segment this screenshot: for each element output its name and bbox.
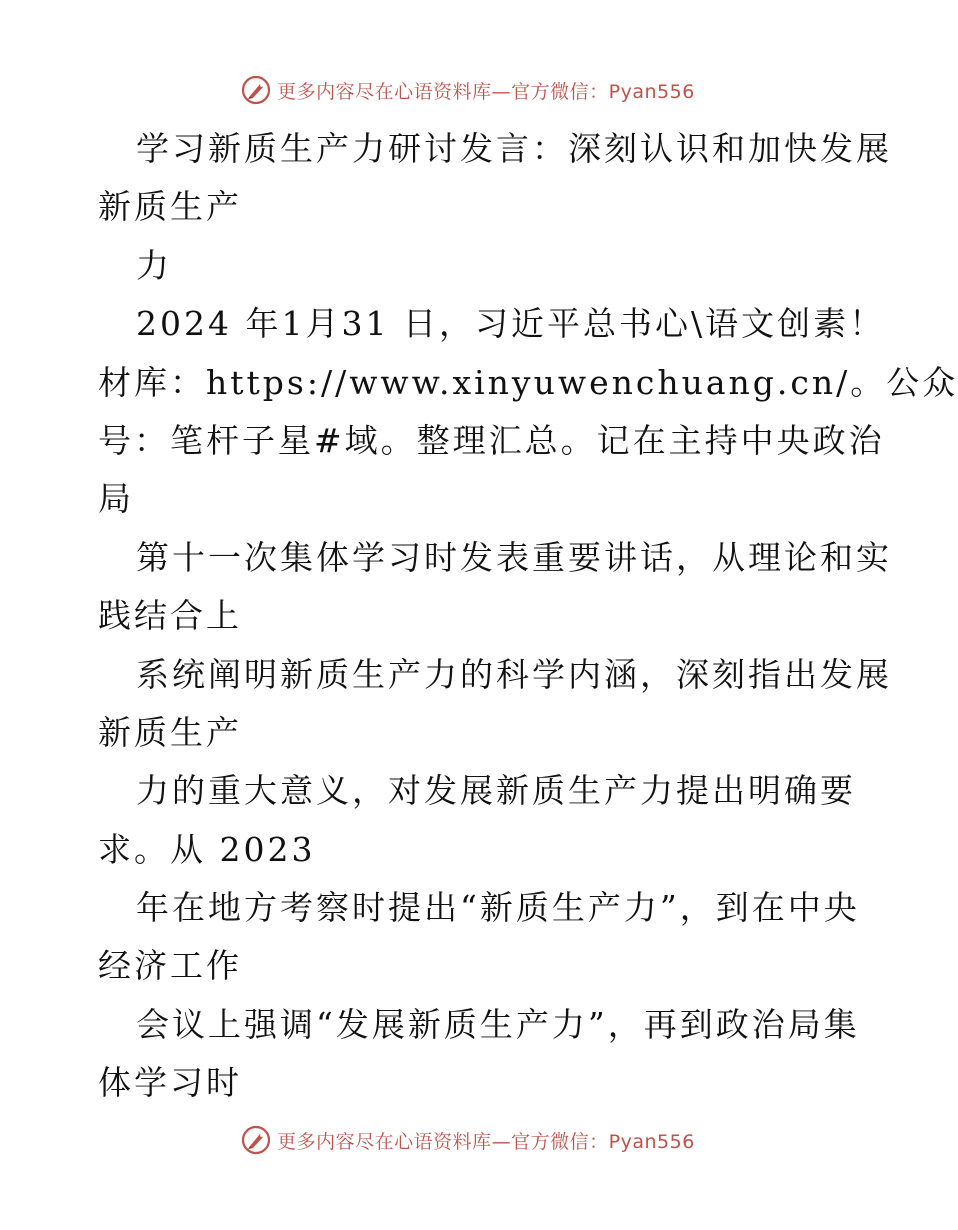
text-line: 材库：https://www.xinyuwenchuang.cn/。公众 xyxy=(98,362,958,402)
text-line: 年在地方考察时提出“新质生产力”，到在中央 xyxy=(136,888,860,928)
text-line: 力的重大意义，对发展新质生产力提出明确要 xyxy=(136,771,856,811)
footer-watermark-banner xyxy=(0,1120,950,1160)
text-line: 力 xyxy=(136,245,172,285)
text-line: 学习新质生产力研讨发言：深刻认识和加快发展 xyxy=(136,129,892,168)
text-line: 第十一次集体学习时发表重要讲话，从理论和实 xyxy=(136,537,892,577)
footer-banner-text: 更多内容尽在心语资料库—官方微信：Pyan556 xyxy=(277,1130,695,1153)
text-line: 求。从 2023 xyxy=(98,829,316,869)
text-line: 新质生产 xyxy=(98,187,242,227)
text-line: 经济工作 xyxy=(98,946,242,986)
header-watermark-banner xyxy=(0,70,950,110)
text-line: 新质生产 xyxy=(98,712,242,752)
text-line: 会议上强调“发展新质生产力”，再到政治局集 xyxy=(136,1004,860,1044)
text-line: 践结合上 xyxy=(98,596,242,636)
text-line: 局 xyxy=(98,479,134,519)
document-body xyxy=(98,120,958,1113)
text-line: 系统阐明新质生产力的科学内涵，深刻指出发展 xyxy=(136,654,892,694)
text-line: 体学习时 xyxy=(98,1063,242,1103)
pen-nib-logo-icon xyxy=(241,75,271,105)
header-banner-text: 更多内容尽在心语资料库—官方微信：Pyan556 xyxy=(277,80,695,103)
text-line: 2024 年1月31 日，习近平总书心\语文创素！ xyxy=(136,304,886,344)
text-line: 号：笔杆子星#域。整理汇总。记在主持中央政治 xyxy=(98,420,885,460)
pen-nib-logo-icon xyxy=(241,1125,271,1155)
